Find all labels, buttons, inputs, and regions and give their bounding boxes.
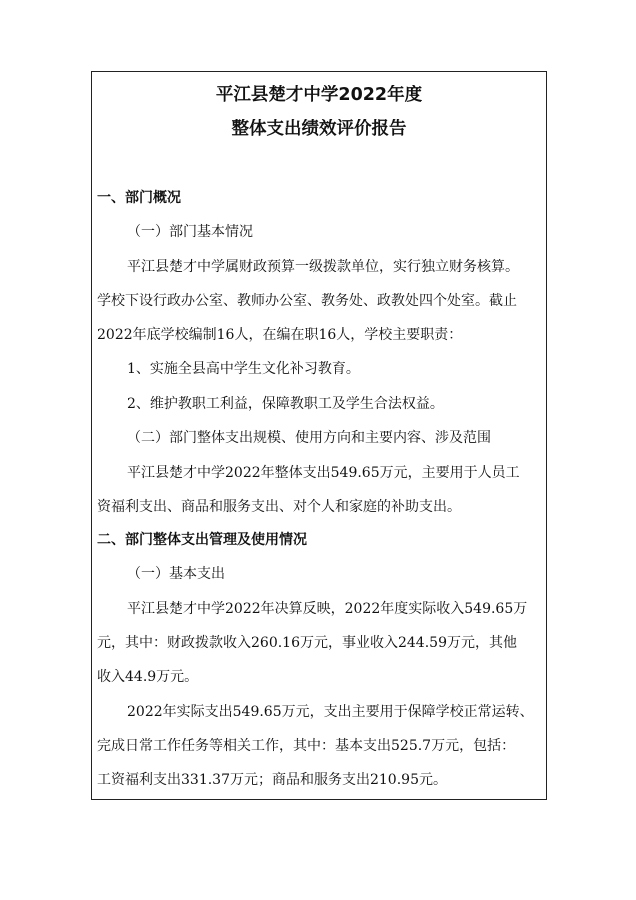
paragraph-line: 收入44.9万元。 <box>97 669 199 685</box>
paragraph-line: 资福利支出、商品和服务支出、对个人和家庭的补助支出。 <box>97 499 461 515</box>
paragraph-line: 2022年底学校编制16人，在编在职16人，学校主要职责： <box>97 327 463 343</box>
paragraph-line: 平江县楚才中学2022年决算反映，2022年度实际收入549.65万 <box>127 601 528 617</box>
paragraph-line: 元，其中：财政拨款收入260.16万元，事业收入244.59万元，其他 <box>97 635 517 651</box>
paragraph-line: 平江县楚才中学属财政预算一级拨款单位，实行独立财务核算。 <box>127 259 519 275</box>
list-item: 1、实施全县高中学生文化补习教育。 <box>127 361 360 377</box>
report-title-line1: 平江县楚才中学2022年度 <box>215 85 423 105</box>
section-heading-management: 二、部门整体支出管理及使用情况 <box>97 532 307 548</box>
paragraph-line: 平江县楚才中学2022年整体支出549.65万元，主要用于人员工 <box>127 465 520 481</box>
subheading-expenditure-scope: （二）部门整体支出规模、使用方向和主要内容、涉及范围 <box>127 430 491 446</box>
subheading-basic-expenditure: （一）基本支出 <box>127 566 225 582</box>
paragraph-line: 工资福利支出331.37万元；商品和服务支出210.95元。 <box>97 772 447 788</box>
report-title-line2: 整体支出绩效评价报告 <box>231 119 407 139</box>
paragraph-line: 2022年实际支出549.65万元，支出主要用于保障学校正常运转、 <box>127 704 534 720</box>
subheading-basic-info: （一）部门基本情况 <box>127 224 253 240</box>
section-heading-overview: 一、部门概况 <box>97 190 181 206</box>
paragraph-line: 学校下设行政办公室、教师办公室、教务处、政教处四个处室。截止 <box>97 293 517 309</box>
paragraph-line: 完成日常工作任务等相关工作，其中：基本支出525.7万元，包括： <box>97 738 516 754</box>
list-item: 2、维护教职工利益，保障教职工及学生合法权益。 <box>127 396 444 412</box>
